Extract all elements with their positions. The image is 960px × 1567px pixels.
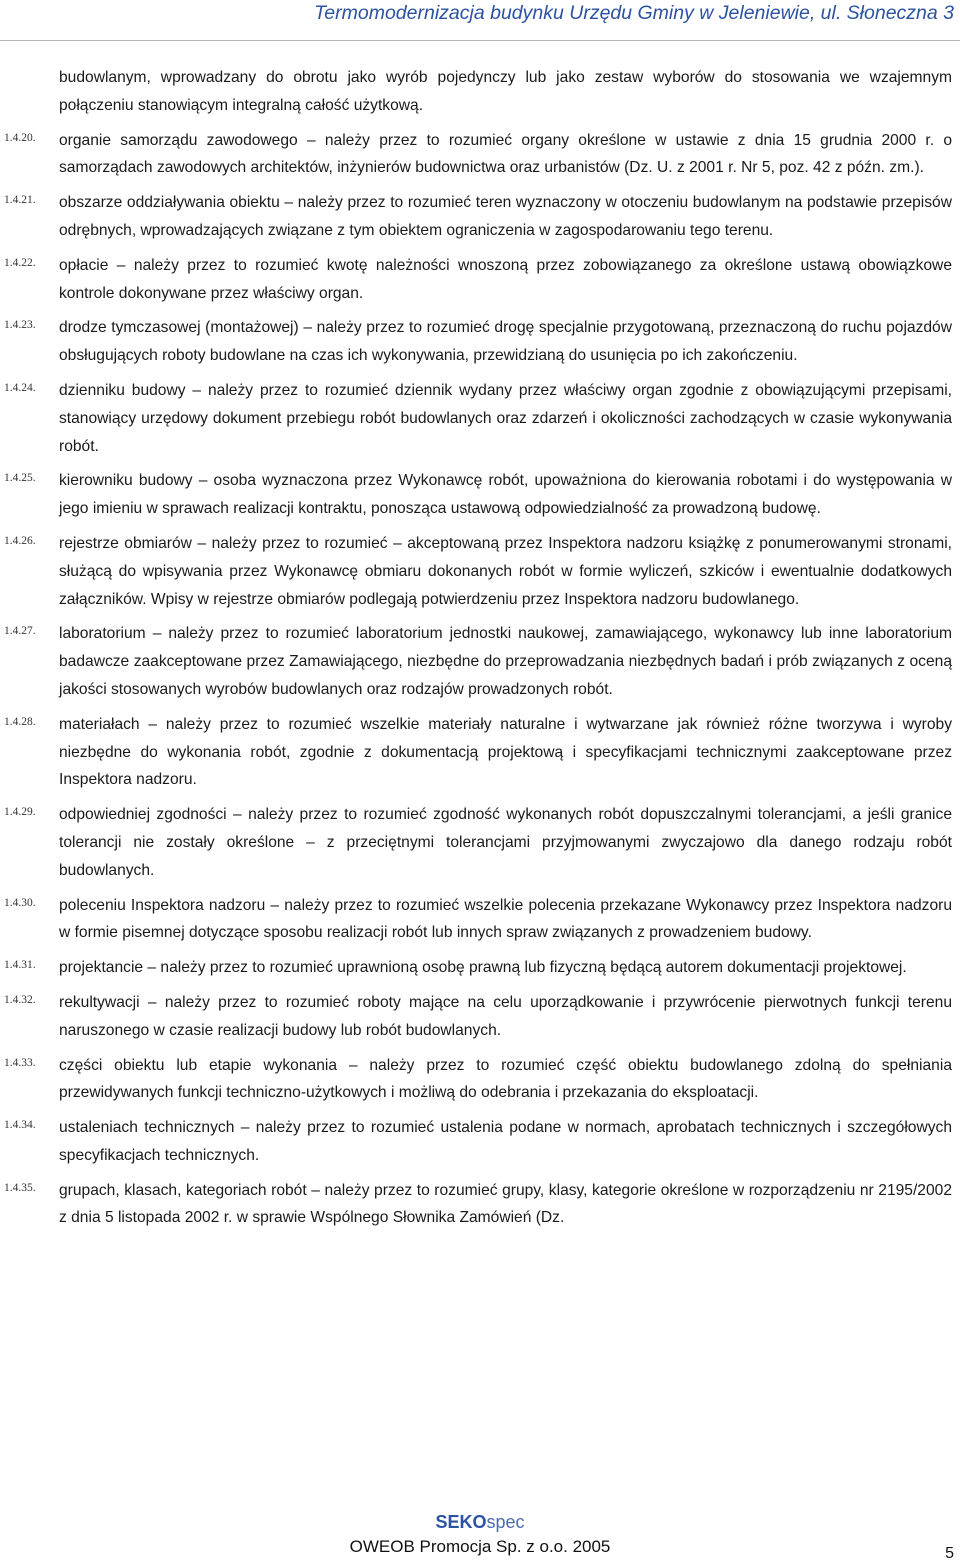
intro-continuation <box>4 64 952 120</box>
definition-text: części obiektu lub etapie wykonania – należy przez to rozumieć część obiektu budowlanego zdolną do spełniania przewidywanych funkcji techniczno-użytkowych i możliwą do odebrania i przekazania do eksploatacji. <box>59 1056 952 1102</box>
definition-number: 1.4.26. <box>4 534 36 547</box>
definition-item <box>4 189 952 245</box>
definition-number: 1.4.28. <box>4 715 36 728</box>
definition-text: projektancie – należy przez to rozumieć uprawnioną osobę prawną lub fizyczną będącą autorem dokumentacji projektowej. <box>59 959 907 977</box>
definition-text: rekultywacji – należy przez to rozumieć roboty mające na celu uporządkowanie i przywrócenie pierwotnych funkcji terenu naruszonego w czasie realizacji budowy lub robót budowlanych. <box>59 993 952 1039</box>
definition-number: 1.4.34. <box>4 1119 36 1132</box>
definition-number: 1.4.32. <box>4 993 36 1006</box>
definition-item <box>4 1177 952 1233</box>
footer-organization: OWEOB Promocja Sp. z o.o. 2005 <box>349 1537 611 1556</box>
definition-number: 1.4.30. <box>4 896 36 909</box>
definition-item <box>4 252 952 308</box>
definition-number: 1.4.22. <box>4 256 36 269</box>
definition-item <box>4 1114 952 1170</box>
definition-text: dzienniku budowy – należy przez to rozumieć dziennik wydany przez właściwy organ zgodnie z obowiązującymi przepisami, stanowiący urzędowy dokument przebiegu robót budowlanych oraz zdarzeń i okoliczności zachodzących w czasie wykonywania robót. <box>59 381 952 455</box>
definition-number: 1.4.20. <box>4 131 36 144</box>
definition-number: 1.4.35. <box>4 1181 36 1194</box>
definition-text: opłacie – należy przez to rozumieć kwotę należności wnoszoną przez zobowiązanego za określone ustawą obowiązkowe kontrole dokonywane przez właściwy organ. <box>59 256 952 302</box>
brand-part-seko: SEKO <box>435 1512 487 1532</box>
definition-item <box>4 467 952 523</box>
definition-item <box>4 892 952 948</box>
definition-text: obszarze oddziaływania obiektu – należy przez to rozumieć teren wyznaczony w otoczeniu budowlanym na podstawie przepisów odrębnych, wprowadzających związane z tym obiektem ograniczenia w zagospodarowaniu tego terenu. <box>59 194 952 239</box>
document-title: Termomodernizacja budynku Urzędu Gminy w Jeleniewie, ul. Słoneczna 3 <box>314 2 954 24</box>
definition-item <box>4 314 952 370</box>
definition-item <box>4 801 952 884</box>
brand-part-spec: spec <box>486 1512 525 1532</box>
definition-text: materiałach – należy przez to rozumieć wszelkie materiały naturalne i wytwarzane jak również różne tworzywa i wyroby niezbędne do wykonania robót, zgodnie z dokumentacją projektową i specyfikacjami technicznymi zaakceptowane przez Inspektora nadzoru. <box>59 715 952 789</box>
definition-number: 1.4.29. <box>4 806 36 819</box>
definition-item <box>4 954 952 982</box>
definition-number: 1.4.23. <box>4 319 36 332</box>
page-header <box>0 0 960 41</box>
definition-number: 1.4.25. <box>4 472 36 485</box>
definition-item <box>4 530 952 613</box>
definition-text: organie samorządu zawodowego – należy przez to rozumieć organy określone w ustawie z dnia 15 grudnia 2000 r. o samorządach zawodowych architektów, inżynierów budownictwa oraz urbanistów (Dz. U. z 2001 r. Nr 5, poz. 42 z późn. zm.). <box>59 131 952 177</box>
definition-text: ustaleniach technicznych – należy przez to rozumieć ustalenia podane w normach, aprobatach technicznych i szczegółowych specyfikacjach technicznych. <box>59 1119 952 1164</box>
footer-brand-logo <box>0 1512 960 1533</box>
definition-item <box>4 989 952 1045</box>
definition-number: 1.4.31. <box>4 959 36 972</box>
definition-item <box>4 377 952 460</box>
definition-text: grupach, klasach, kategoriach robót – należy przez to rozumieć grupy, klasy, kategorie określone w rozporządzeniu nr 2195/2002 z dnia 5 listopada 2002 r. w sprawie Wspólnego Słownika Zamówień (Dz. <box>59 1181 952 1227</box>
page-number: 5 <box>945 1545 954 1562</box>
definition-text: rejestrze obmiarów – należy przez to rozumieć – akceptowaną przez Inspektora nadzoru książkę z ponumerowanymi stronami, służącą do wpisywania przez Wykonawcę obmiaru dokonanych robót w formie wyliczeń, szkiców i ewentualnie dodatkowych załączników. Wpisy w rejestrze obmiarów podlegają potwierdzeniu przez Inspektora nadzoru budowlanego. <box>59 534 952 608</box>
definition-text: drodze tymczasowej (montażowej) – należy przez to rozumieć drogę specjalnie przygotowaną, przeznaczoną do ruchu pojazdów obsługujących roboty budowlane na czas ich wykonywania, przewidzianą do usunięcia po ich zakończeniu. <box>59 319 952 365</box>
definition-number: 1.4.24. <box>4 381 36 394</box>
definition-text: odpowiedniej zgodności – należy przez to rozumieć zgodność wykonanych robót dopuszczalnymi tolerancjami, a jeśli granice tolerancji nie zostały określone – z przeciętnymi tolerancjami przyjmowanymi zwyczajowo dla danego rodzaju robót budowlanych. <box>59 806 952 879</box>
intro-text: budowlanym, wprowadzany do obrotu jako wyrób pojedynczy lub jako zestaw wyborów do stosowania we wzajemnym połączeniu stanowiącym integralną całość użytkową. <box>59 69 952 114</box>
definition-item <box>4 127 952 183</box>
definitions-content <box>4 64 952 1232</box>
definition-item <box>4 1052 952 1108</box>
definition-item <box>4 711 952 794</box>
definition-text: kierowniku budowy – osoba wyznaczona przez Wykonawcę robót, upoważniona do kierowania robotami i do występowania w jego imieniu w sprawach realizacji kontraktu, ponosząca ustawową odpowiedzialność za prowadzoną budowę. <box>59 472 952 518</box>
definition-number: 1.4.21. <box>4 194 36 207</box>
definition-text: laboratorium – należy przez to rozumieć laboratorium jednostki naukowej, zamawiającego, wykonawcy lub inne laboratorium badawcze zaakceptowane przez Zamawiającego, niezbędne do przeprowadzania niezbędnych badań i prób związanych z oceną jakości stosowanych wyrobów budowlanych oraz rodzajów prowadzonych robót. <box>59 625 952 698</box>
definition-number: 1.4.27. <box>4 625 36 638</box>
definition-item <box>4 620 952 703</box>
definition-text: poleceniu Inspektora nadzoru – należy przez to rozumieć wszelkie polecenia przekazane Wykonawcy przez Inspektora nadzoru w formie pisemnej dotyczące sposobu realizacji robót lub innych spraw związanych z prowadzeniem budowy. <box>59 896 952 942</box>
definition-number: 1.4.33. <box>4 1056 36 1069</box>
